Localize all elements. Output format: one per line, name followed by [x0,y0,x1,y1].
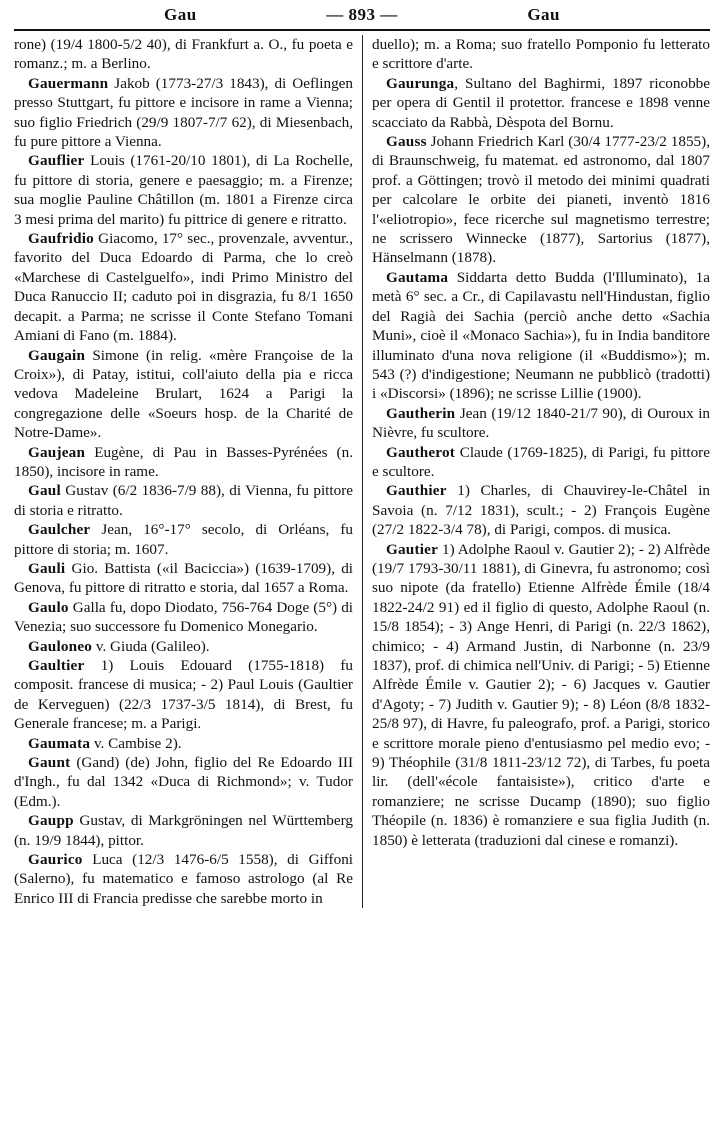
entry [372,481,710,539]
entry [14,151,353,229]
entry [372,443,710,482]
entry [14,74,353,152]
entry [14,443,353,482]
entry-text: 1) Louis Edouard (1755-1818) fu composit. francese di musica; - 2) Paul Louis (Gaultier de Kerveguen) (22/3 1737-3/5 1814), di Brest, fu Generale francese; m. a Parigi. [14,657,353,733]
headword: Gaumata [28,734,91,752]
entry-text: Claude (1769-1825), di Parigi, fu pittore e scultore. [372,443,710,480]
headword: Gaupp [28,812,74,830]
entry [14,811,353,850]
entry-text: Galla fu, dopo Diodato, 756-764 Doge (5°) di Venezia; suo successore fu Domenico Monegario. [14,598,354,636]
entry [14,35,353,74]
entry [14,520,353,559]
headword: Gaujean [28,443,86,461]
running-head-left: Gau [164,5,197,24]
entry-text: Jean, 16°-17° secolo, di Orléans, fu pittore di storia; m. 1607. [14,521,354,558]
entry-text: , Sultano del Baghirmi, 1897 riconobbe per opera di Gentil il protettor. francese e 1898 venne scacciato da Rabbà, Dèspota del Bornu. [372,74,710,131]
entry-text: duello); m. a Roma; suo fratello Pomponio fu letterato e scrittore d'arte. [372,36,710,73]
entry-text: Luca (12/3 1476-6/5 1558), di Giffoni (Salerno), fu matematico e famoso astrologo (al Re Enrico III di Francia predisse che sarebbe morto in [14,851,354,907]
entry-text: Simone (in relig. «mère Françoise de la Croix»), di Patay, istitui, coll'aiuto della pia e ricca vedova Madeleine Brulart, 1624 a Parigi la congregazione delle «Soeurs hosp. de la Charité de Notre-Dame». [14,346,353,442]
entry-text: Jakob (1773-27/3 1843), di Oeflingen presso Stuttgart, fu pittore e incisore in rame a Vienna; suo figlio Friedrich (29/9 1807-7/7 62), di Miesenbach, fu pure pittore a Vienna. [14,74,354,151]
entry [372,404,710,443]
entry-text: Eugène, di Pau in Basses-Pyrénées (n. 1850), incisore in rame. [14,443,354,480]
right-column [362,35,710,908]
entry [14,850,353,908]
headword: Gauermann [28,74,109,92]
entry-text: Gustav, di Markgröningen nel Württemberg (n. 19/9 1844), pittor. [14,812,353,849]
left-column [14,35,362,908]
headword: Gauloneo [28,637,93,655]
entry [14,346,353,443]
headword: Gauss [386,133,427,151]
headword: Gautier [386,540,439,558]
headword: Gaufridio [28,230,94,248]
headword: Gauflier [28,152,85,170]
entry-text: rone) (19/4 1800-5/2 40), di Frankfurt a. O., fu poeta e romanz.; m. a Berlino. [14,36,353,73]
entry-text: 1) Charles, di Chauvirey-le-Châtel in Savoia (n. 7/12 1831), scult.; - 2) François Eugène (27/2 1822-3/4 78), di Parigi, compos. di musica. [372,482,711,539]
entry-text: v. Cambise 2). [93,734,182,752]
entry-text: Giacomo, 17° sec., provenzale, avventur., favorito del Duca Edoardo di Parma, che lo creò «Marchese di Castelguelfo», indi Primo Ministro del Duca Ranuccio II; caduto poi in disgrazia, fu 8/1 1650 decapit. a Parma; ne scrisse il Conte Stefano Tomani Amiani di Fano (m. 1884). [14,230,353,345]
entry [372,132,710,268]
headword: Gautherot [386,443,456,461]
header-rule [14,29,710,31]
entry-text: Gustav (6/2 1836-7/9 88), di Vienna, fu pittore di storia e ritratto. [14,482,354,519]
entry-text: Siddarta detto Budda (l'Illuminato), 1a metà 6° sec. a Cr., di Capilavastu nell'Hindustan, figlio del Ragià dei Sachia (perciò anche detto «Sachia Muni», cioè il «Monaco Sachia»), fu in India banditore illuminato d'una nova religione (il «Buddismo»); m. 543 (?) d'indigestione; Neumann ne pubblicò (tradotti) i «Discorsi» (1896); ne scrisse Lillie (1900). [372,268,710,403]
entry [14,229,353,345]
entry [14,753,353,811]
headword: Gaurico [28,851,83,869]
headword: Gaulcher [28,521,91,539]
entry-text: (Gand) (de) John, figlio del Re Edoardo III d'Ingh., fu dal 1342 «Duca di Richmond»; v. Tudor (Edm.). [14,754,353,810]
headword: Gauthier [386,482,447,500]
headword: Gaul [28,482,61,500]
headword: Gaunt [28,754,71,772]
entry [14,598,353,637]
headword: Gaulo [28,598,69,616]
entry [14,559,353,598]
entry-text: v. Giuda (Galileo). [95,637,210,655]
entry [14,637,353,656]
page-number: — 893 — [326,5,398,24]
running-head-right: Gau [527,5,560,24]
entry [14,481,353,520]
entry-text: Louis (1761-20/10 1801), di La Rochelle, fu pittore di storia, genere e paesaggio; m. a Firenze; sua moglie Pauline Châtillon (m. 1801 a Firenze circa 3 mesi prima del marito) fu pittrice di genere e ritratto. [14,152,353,228]
headword: Gaultier [28,657,85,674]
headword: Gaugain [28,346,86,364]
headword: Gautherin [386,404,456,422]
entry [372,540,710,851]
headword: Gautama [386,268,449,286]
running-head [14,3,710,27]
text-columns [14,35,710,908]
entry-text: Johann Friedrich Karl (30/4 1777-23/2 1855), di Braunschweig, fu matemat. ed astronomo, dal 1807 prof. a Göttingen; trovò il metodo dei minimi quadrati per calcolare le orbite dei pianeti, inventò 1816 l'«eliotropio», fece ricerche sul magnetismo terrestre; ne scrissero Winnecke (1877), Sartorius (1877), Hänselmann (1878). [372,133,710,267]
entry [372,74,710,132]
headword: Gauli [28,559,66,577]
entry [372,35,710,74]
entry-text: 1) Adolphe Raoul v. Gautier 2); - 2) Alfrède (19/7 1793-30/11 1881), di Ginevra, fu astronomo; così suo nipote (da fratello) Etienne Alfrède Émile (18/4 1822-24/2 91) ed il figlio di questo, Adolphe Raoul (n. 15/8 1854); - 3) Ange Henri, di Parigi (n. 22/3 1862), chimico; - 4) Armand Justin, di Narbonne (n. 23/9 1837), prof. di chimica nell'Univ. di Parigi; - 5) Etienne Alfrède Émile v. Gautier 2); - 6) Jacques v. Gautier d'Agoty; - 7) Judith v. Gautier 9); - 8) Léon (8/8 1832-25/8 97), di Havre, fu paleografo, prof. a Parigi, storico e scrittore morale pieno d'entusiasmo pel medio evo; - 9) Théophile (31/8 1811-23/12 72), di Tarbes, fu poeta lir. (dell'«école fantaisiste»), critico d'arte e romanziere; ne scrisse Ducamp (1890); suo figlio Théopile (n. 1836) è romanziere e sua figlia Judith (n. 1850) è letterata (traduzioni dal cinese e romanzi). [372,540,710,849]
entry [14,734,353,753]
entry-text: Jean (19/12 1840-21/7 90), di Ouroux in Nièvre, fu scultore. [372,404,711,442]
entry [372,268,710,404]
entry-text: Gio. Battista («il Baciccia») (1639-1709), di Genova, fu pittore di ritratto e storia, dal 1657 a Roma. [14,559,354,597]
entry [14,656,353,734]
headword: Gaurunga [386,74,455,92]
